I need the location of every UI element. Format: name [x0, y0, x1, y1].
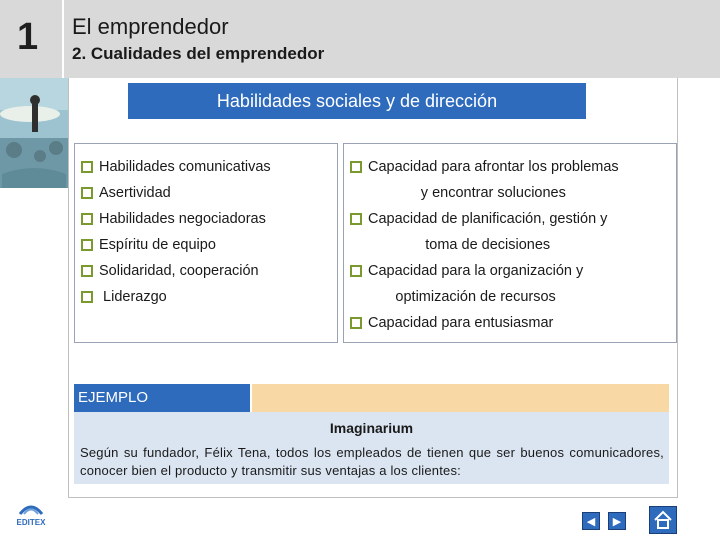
logo-text: EDITEX [16, 518, 46, 527]
checkbox-bullet-icon [350, 265, 362, 277]
example-body: Según su fundador, Félix Tena, todos los empleados de tienen que ser buenos comunicadores, conocer bien el producto y transmitir sus ventajas a los clientes: [80, 445, 664, 478]
checkbox-bullet-icon [81, 291, 93, 303]
example-header-bar [252, 384, 669, 412]
example-header-row [74, 384, 669, 412]
next-button[interactable] [608, 512, 626, 530]
checkbox-bullet-icon [350, 317, 362, 329]
example-title: Imaginarium [329, 420, 414, 436]
home-icon [650, 507, 676, 533]
checkbox-bullet-icon [350, 213, 362, 225]
section-banner: Habilidades sociales y de dirección [128, 83, 586, 119]
chapter-number: 1 [17, 16, 39, 58]
list-item: Asertividad [81, 180, 337, 206]
checkbox-bullet-icon [350, 161, 362, 173]
list-item: Capacidad para afrontar los problemas y encontrar soluciones [350, 154, 676, 206]
page-title: El emprendedor [72, 14, 229, 39]
left-skills-box [74, 143, 338, 343]
list-item: Espíritu de equipo [81, 232, 337, 258]
list-item: Capacidad para entusiasmar [350, 310, 676, 336]
page-subtitle: 2. Cualidades del emprendedor [72, 44, 325, 63]
decorative-photo [0, 78, 68, 188]
editex-logo-icon [10, 496, 52, 518]
home-button[interactable] [649, 506, 677, 534]
checkbox-bullet-icon [81, 187, 93, 199]
header-divider [62, 0, 64, 78]
checkbox-bullet-icon [81, 265, 93, 277]
list-item: Capacidad de planificación, gestión y toma de decisiones [350, 206, 676, 258]
list-item: Habilidades negociadoras [81, 206, 337, 232]
checkbox-bullet-icon [81, 239, 93, 251]
checkbox-bullet-icon [81, 161, 93, 173]
right-skills-box [343, 143, 677, 343]
header [0, 0, 720, 78]
example-box [74, 412, 669, 484]
list-item: Habilidades comunicativas [81, 154, 337, 180]
list-item: Capacidad para la organización y optimización de recursos [350, 258, 676, 310]
example-label: EJEMPLO [74, 384, 250, 412]
previous-button[interactable] [582, 512, 600, 530]
list-item: Liderazgo [81, 284, 337, 310]
list-item: Solidaridad, cooperación [81, 258, 337, 284]
previous-arrow-icon: ◀ [586, 515, 596, 528]
checkbox-bullet-icon [81, 213, 93, 225]
editex-logo [10, 496, 52, 536]
next-arrow-icon: ▶ [612, 515, 622, 528]
